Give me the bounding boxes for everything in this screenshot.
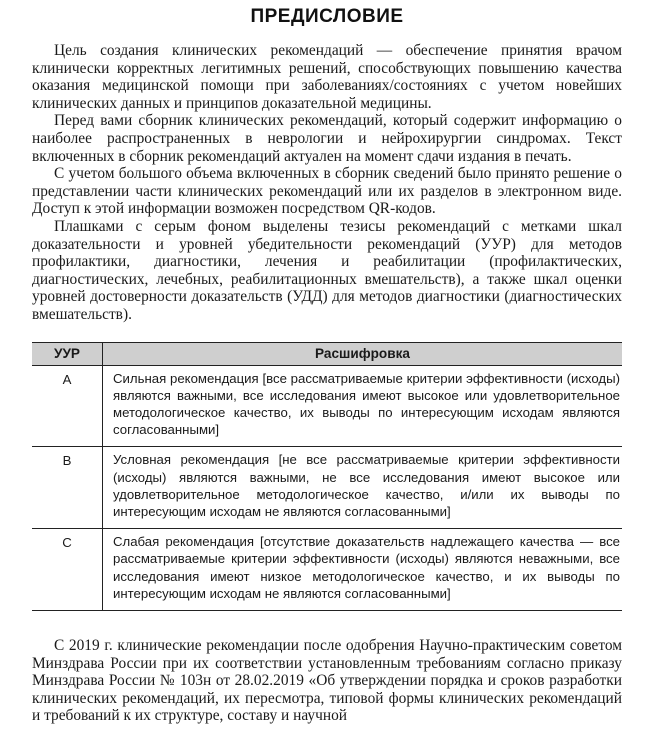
paragraph-purpose: Цель создания клинических рекомендаций — обеспечение принятия врачом клинически корректных легитимных решений, способствующих повышению качества оказания медицинской помощи при заболеваниях/состояниях с учетом новейших клинических данных и принципов доказательной медицины.	[32, 42, 622, 112]
uur-table	[32, 342, 622, 611]
table-row	[32, 447, 622, 529]
row-level: A	[32, 365, 103, 447]
table-row	[32, 365, 622, 447]
page-title: ПРЕДИСЛОВИЕ	[250, 6, 404, 27]
paragraph-closing: С 2019 г. клинические рекомендации после одобрения Научно-практическим советом Минздрава России при их соответствии установленным требованиям согласно приказу Минздрава России № 103н от 28.02.2019 «Об утверждении порядка и сроков разработки клинических рекомендаций, их пересмотра, типовой формы клинических рекомендаций и требований к их структуре, составу и научной	[32, 636, 622, 725]
row-level: B	[32, 447, 103, 529]
header-uur: УУР	[32, 342, 103, 365]
row-level: C	[32, 529, 103, 611]
row-description: Условная рекомендация [не все рассматриваемые критерии эффективности (исходы) являются важными, не все исследования имеют высокое или удовлетворительное методологическое качество, и/или их выводы по интересующим исходам не являются согласованными]	[103, 447, 623, 529]
paragraph-electronic: С учетом большого объема включенных в сборник сведений было принято решение о представлении части клинических рекомендаций или их разделов в электронном виде. Доступ к этой информации возможен посредством QR-кодов.	[32, 165, 622, 218]
paragraph-scales: Плашками с серым фоном выделены тезисы рекомендаций с метками шкал доказательности и уровней убедительности рекомендаций (УУР) для методов профилактики, диагностики, лечения и реабилитации (профилактических, диагностических, лечебных, реабилитационных вмешательств), а также шкал оценки уровней достоверности доказательств (УДД) для методов диагностики (диагностических вмешательств).	[32, 217, 622, 323]
header-description: Расшифровка	[103, 342, 623, 365]
table-header-row	[32, 342, 622, 365]
row-description: Сильная рекомендация [все рассматриваемые критерии эффективности (исходы) являются важными, все исследования имеют высокое или удовлетворительное методологическое качество, их выводы по интересующим исходам являются согласованными]	[103, 365, 623, 447]
row-description: Слабая рекомендация [отсутствие доказательств надлежащего качества — все рассматриваемые критерии эффективности (исходы) являются неважными, все исследования имеют низкое методологическое качество, и их выводы по интересующим исходам не являются согласованными]	[103, 529, 623, 611]
table-row	[32, 529, 622, 611]
intro-text	[32, 42, 622, 324]
paragraph-collection: Перед вами сборник клинических рекомендаций, который содержит информацию о наиболее распространенных в неврологии и нейрохирургии синдромах. Текст включенных в сборник рекомендаций актуален на момент сдачи издания в печать.	[32, 112, 622, 165]
